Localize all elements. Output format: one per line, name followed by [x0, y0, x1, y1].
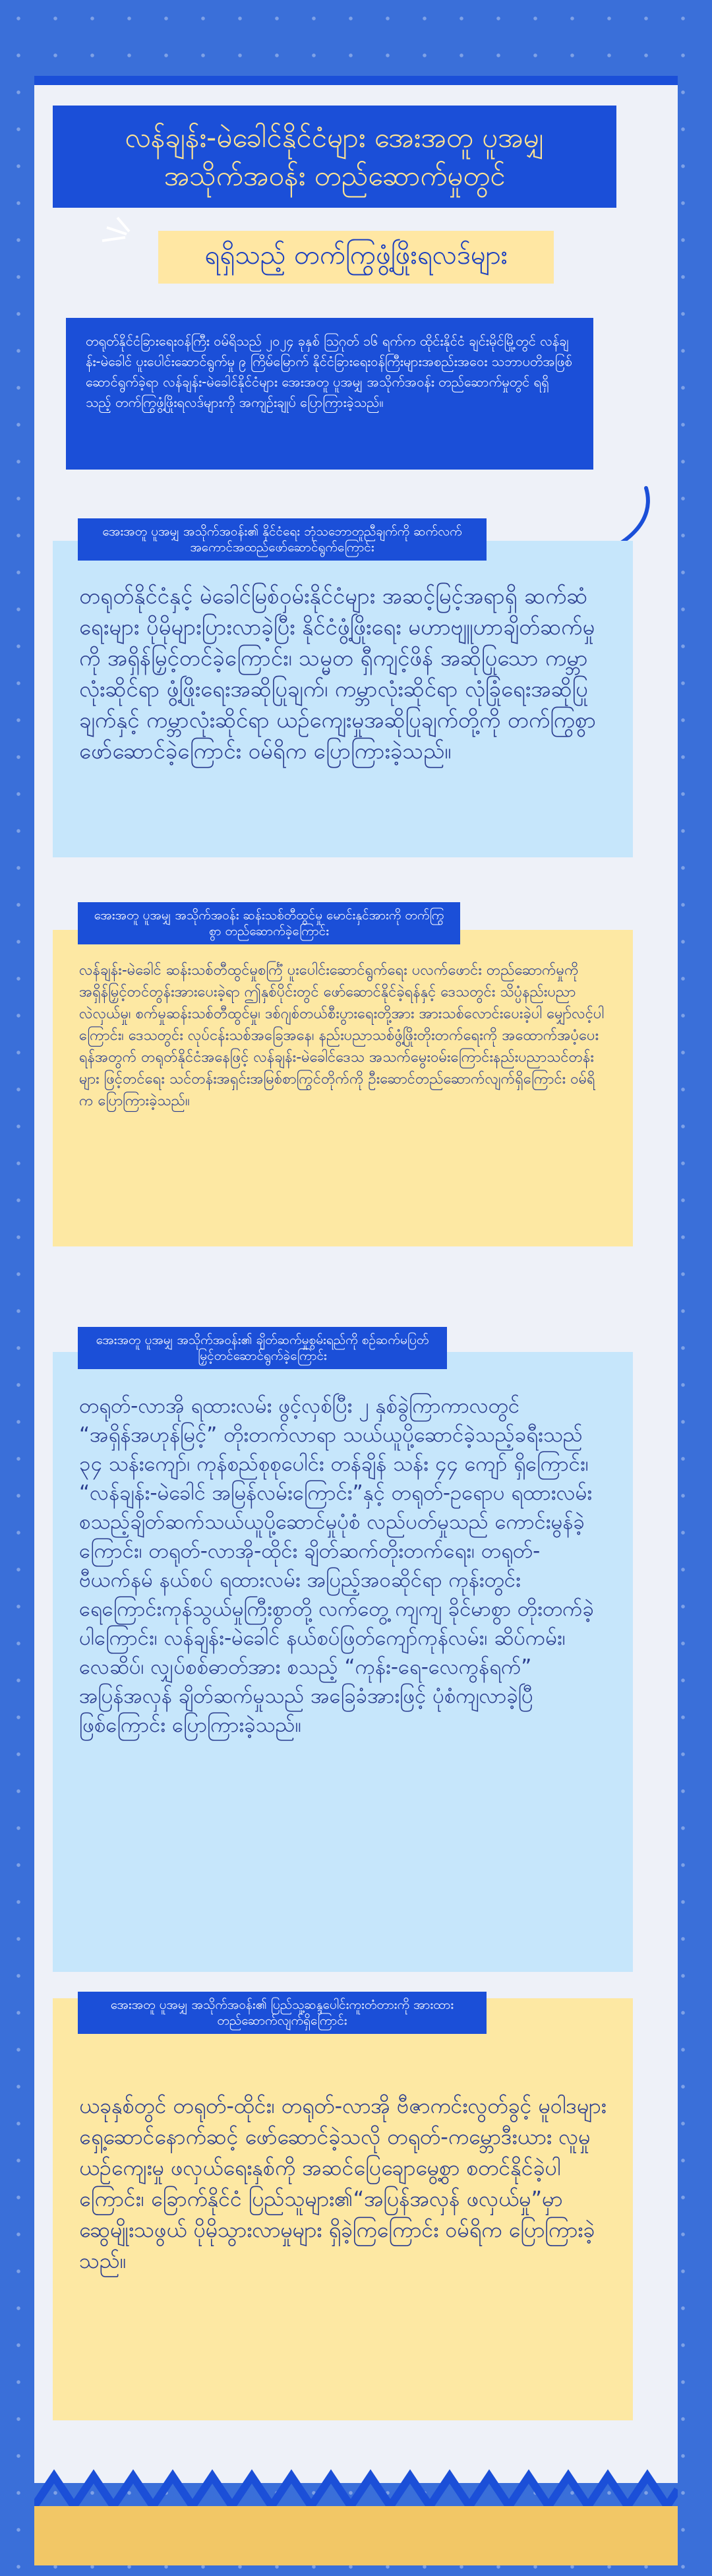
section-1-heading: အေးအတူ ပူအမျှ အသိုက်အဝန်း၏ နိုင်ငံရေး ဘုံသဘောတူညီချက်ကို ဆက်လက် အကောင်အထည်ဖော်ဆောင်ရွက်ကြောင်း: [78, 518, 487, 561]
top-accent-bar: [34, 76, 678, 85]
section-1-body: တရုတ်နိုင်ငံနှင့် မဲခေါင်မြစ်ဝှမ်းနိုင်ငံများ အဆင့်မြင့်အရာရှိ ဆက်ဆံရေးများ ပိုမိုများပြားလာခဲ့ပြီး နိုင်ငံဖွံ့ဖြိုးရေး မဟာဗျူဟာချိတ်ဆက်မှုကို အရှိန်မြှင့်တင်ခဲ့ကြောင်း၊ သမ္မတ ရှီကျင့်ဖိန် အဆိုပြုသော ကမ္ဘာလုံးဆိုင်ရာ ဖွံ့ဖြိုးရေးအဆိုပြုချက်၊ ကမ္ဘာလုံးဆိုင်ရာ လုံခြုံရေးအဆိုပြုချက်နှင့် ကမ္ဘာလုံးဆိုင်ရာ ယဉ်ကျေးမှုအဆိုပြုချက်တို့ကို တက်ကြွစွာ ဖော်ဆောင်ခဲ့ကြောင်း ဝမ်ရိက ပြောကြားခဲ့သည်။: [53, 541, 633, 857]
page-subtitle: ရရှိသည့် တက်ကြွဖွံ့ဖြိုးရလဒ်များ: [158, 231, 554, 284]
section-2-body: လန်ချန်း-မဲခေါင် ဆန်းသစ်တီထွင်မှုစင်္ကြံ ပူးပေါင်းဆောင်ရွက်ရေး ပလက်ဖောင်း တည်ဆောက်မှုကို အရှိန်မြှင့်တင်တွန်းအားပေးခဲ့ရာ ဤနှစ်ပိုင်းတွင် ဖော်ဆောင်နိုင်ခဲ့ရန်နှင့် ဒေသတွင်း သိပ္ပံနည်းပညာ လဲလှယ်မှု၊ စက်မှုဆန်းသစ်တီထွင်မှု၊ ဒစ်ဂျစ်တယ်စီးပွားရေးတို့အား အားသစ်လောင်းပေးခဲ့ပါ မျှော်လင့်ပါကြောင်း၊ ဒေသတွင်း လုပ်ငန်းသစ်အခြေအနေ၊ နည်းပညာသစ်ဖွံ့ဖြိုးတိုးတက်ရေးကို အထောက်အပံ့ပေးရန်အတွက် တရုတ်နိုင်ငံအနေဖြင့် လန်ချန်း-မဲခေါင်ဒေသ အသက်မွေးဝမ်းကြောင်းနည်းပညာသင်တန်းများ ဖြင့်တင်ရေး သင်တန်းအရှင်းအမြစ်စာကြွင်တိုက်ကို ဦးဆောင်တည်ဆောက်လျက်ရှိကြောင်း ဝမ်ရိက ပြောကြားခဲ့သည်။: [53, 930, 633, 1246]
section-4-body: ယခုနှစ်တွင် တရုတ်-ထိုင်း၊ တရုတ်-လာအို ဗီဇာကင်းလွတ်ခွင့် မူဝါဒများ ရှေ့ဆောင်နောက်ဆင့် ဖော်ဆောင်ခဲ့သလို တရုတ်-ကမ္ဘောဒီးယား လူမှုယဉ်ကျေးမှု ဖလှယ်ရေးနှစ်ကို အဆင်ပြေချောမွေ့စွာ စတင်နိုင်ခဲ့ပါကြောင်း၊ ခြောက်နိုင်ငံ ပြည်သူများ၏“အပြန်အလှန် ဖလှယ်မှု”မှာ ဆွေမျိုးသဖွယ် ပိုမိုသွားလာမှုများ ရှိခဲ့ကြကြောင်း ဝမ်ရိက ပြောကြားခဲ့သည်။: [53, 1998, 633, 2420]
bottom-yellow-strip: [34, 2506, 678, 2565]
section-3-body: တရုတ်-လာအို ရထားလမ်း ဖွင့်လှစ်ပြီး ၂ နှစ်ခွဲကြာကာလတွင် “အရှိန်အဟုန်မြင့်” တိုးတက်လာရာ သယ်ယူပို့ဆောင်ခဲ့သည့်ခရီးသည် ၃၄ သန်းကျော်၊ ကုန်စည်စုစုပေါင်း တန်ချိန် သန်း ၄၄ ကျော် ရှိကြောင်း၊ “လန်ချန်း-မဲခေါင် အမြန်လမ်းကြောင်း”နှင့် တရုတ်-ဥရောပ ရထားလမ်း စသည့်ချိတ်ဆက်သယ်ယူပို့ဆောင်မှုပုံစံ လည်ပတ်မှုသည် ကောင်းမွန်ခဲ့ကြောင်း၊ တရုတ်-လာအို-ထိုင်း ချိတ်ဆက်တိုးတက်ရေး၊ တရုတ်-ဗီယက်နမ် နယ်စပ် ရထားလမ်း အပြည့်အဝဆိုင်ရာ ကုန်းတွင်း ရေကြောင်းကုန်သွယ်မှုကြီးစွာတို့ လက်တွေ့ ကျကျ ခိုင်မာစွာ တိုးတက်ခဲ့ပါကြောင်း၊ လန်ချန်း-မဲခေါင် နယ်စပ်ဖြတ်ကျော်ကုန်လမ်း၊ ဆိပ်ကမ်း၊ လေဆိပ်၊ လျှပ်စစ်ဓာတ်အား စသည့် “ကုန်း-ရေ-လေကွန်ရက်” အပြန်အလှန် ချိတ်ဆက်မှုသည် အခြေခံအားဖြင့် ပုံစံကျလာခဲ့ပြီ ဖြစ်ကြောင်း ပြောကြားခဲ့သည်။: [53, 1352, 633, 1972]
section-4-heading: အေးအတူ ပူအမျှ အသိုက်အဝန်း၏ ပြည်သူ့ဆန္ဒပေါင်းကူးတံတားကို အားထားတည်ဆောက်လျက်ရှိကြောင်း: [78, 1992, 487, 2034]
section-3-heading: အေးအတူ ပူအမျှ အသိုက်အဝန်း၏ ချိတ်ဆက်မှုစွမ်းရည်ကို စဉ်ဆက်မပြတ် မြှင့်တင်ဆောင်ရွက်ခဲ့ကြောင်း: [78, 1327, 447, 1369]
page-title: လန်ချန်း-မဲခေါင်နိုင်ငံများ အေးအတူ ပူအမျှ အသိုက်အဝန်း တည်ဆောက်မှုတွင်: [53, 106, 616, 208]
intro-paragraph: တရုတ်နိုင်ငံခြားရေးဝန်ကြီး ဝမ်ရိသည် ၂၀၂၄ ခုနှစ် ဩဂုတ် ၁၆ ရက်က ထိုင်းနိုင်ငံ ချင်းမိုင်မြို့တွင် လန်ချန်း-မဲခေါင် ပူးပေါင်းဆောင်ရွက်မှု ၉ ကြိမ်မြောက် နိုင်ငံခြားရေးဝန်ကြီးများအစည်းအဝေး သဘာပတိအဖြစ် ဆောင်ရွက်ခဲ့ရာ လန်ချန်း-မဲခေါင်နိုင်ငံများ အေးအတူ ပူအမျှ အသိုက်အဝန်း တည်ဆောက်မှုတွင် ရရှိသည့် တက်ကြွဖွံ့ဖြိုးရလဒ်များကို အကျဉ်းချုပ် ပြောကြားခဲ့သည်။: [66, 318, 593, 470]
section-2-heading: အေးအတူ ပူအမျှ အသိုက်အဝန်း ဆန်းသစ်တီထွင်မှု မောင်းနှင်အားကို တက်ကြွစွာ တည်ဆောက်ခဲ့ကြောင်း: [78, 902, 460, 944]
sparkle-icon: [99, 214, 138, 247]
